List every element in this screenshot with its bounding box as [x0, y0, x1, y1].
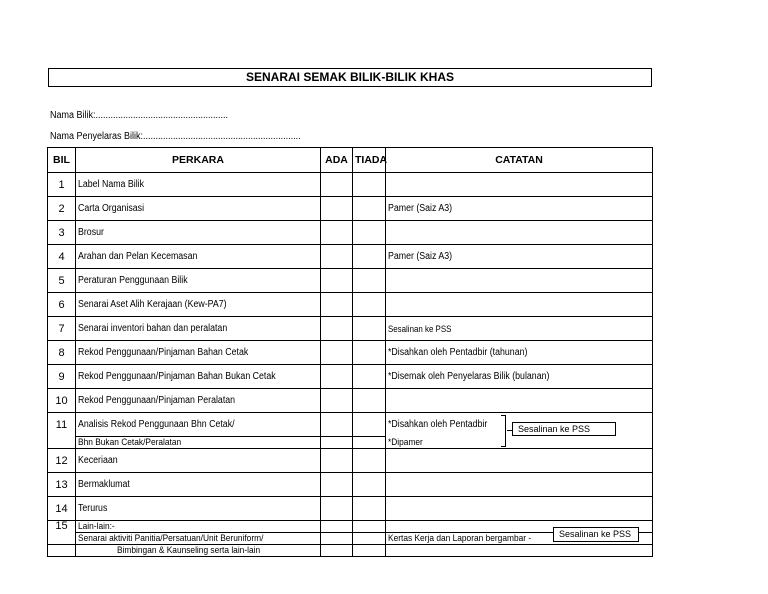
row-item: Peraturan Penggunaan Bilik — [76, 269, 321, 293]
table-row — [48, 473, 653, 497]
row-note — [386, 449, 653, 473]
ada-cell[interactable] — [321, 173, 353, 197]
row-number-continued — [48, 545, 76, 557]
row-item-continued: Bhn Bukan Cetak/Peralatan — [76, 437, 321, 449]
tiada-cell[interactable] — [353, 545, 386, 557]
row-number-continued — [48, 437, 76, 449]
row-note — [386, 173, 653, 197]
row-note: Pamer (Saiz A3) — [386, 197, 653, 221]
row-item: Lain-lain:- — [76, 521, 321, 533]
row-number: 7 — [48, 317, 76, 341]
tiada-cell[interactable] — [353, 437, 386, 449]
row-note — [386, 293, 653, 317]
ada-cell[interactable] — [321, 293, 353, 317]
row-item: Label Nama Bilik — [76, 173, 321, 197]
row-item: Analisis Rekod Penggunaan Bhn Cetak/ — [76, 413, 321, 437]
row-note — [386, 497, 653, 521]
ada-cell[interactable] — [321, 389, 353, 413]
row-item: Keceriaan — [76, 449, 321, 473]
ada-cell[interactable] — [321, 197, 353, 221]
row-item: Senarai inventori bahan dan peralatan — [76, 317, 321, 341]
table-row — [48, 221, 653, 245]
tiada-cell[interactable] — [353, 173, 386, 197]
ada-cell[interactable] — [321, 437, 353, 449]
brace-mark — [501, 415, 506, 447]
tiada-cell[interactable] — [353, 269, 386, 293]
header-catatan: CATATAN — [386, 148, 653, 173]
table-row — [48, 197, 653, 221]
row-note: Sesalinan ke PSS — [386, 317, 653, 341]
ada-cell[interactable] — [321, 497, 353, 521]
tiada-cell[interactable] — [353, 389, 386, 413]
row-number: 9 — [48, 365, 76, 389]
ada-cell[interactable] — [321, 269, 353, 293]
ada-cell[interactable] — [321, 221, 353, 245]
row-note-continued — [386, 545, 653, 557]
row-number: 3 — [48, 221, 76, 245]
ada-cell[interactable] — [321, 245, 353, 269]
header-perkara: PERKARA — [76, 148, 321, 173]
tiada-cell[interactable] — [353, 473, 386, 497]
ada-cell[interactable] — [321, 317, 353, 341]
row-number: 14 — [48, 497, 76, 521]
row-number: 15 — [48, 521, 76, 533]
table-row — [48, 449, 653, 473]
table-row — [48, 497, 653, 521]
ada-cell[interactable] — [321, 341, 353, 365]
table-row — [48, 533, 653, 545]
row-note — [386, 473, 653, 497]
ada-cell[interactable] — [321, 449, 353, 473]
header-tiada: TIADA — [353, 148, 386, 173]
table-row — [48, 341, 653, 365]
table-row — [48, 389, 653, 413]
tiada-cell[interactable] — [353, 317, 386, 341]
tiada-cell[interactable] — [353, 449, 386, 473]
checklist-table — [47, 147, 653, 557]
tiada-cell[interactable] — [353, 413, 386, 437]
tiada-cell[interactable] — [353, 341, 386, 365]
row-item-continued: Bimbingan & Kaunseling serta lain-lain — [76, 545, 321, 557]
ada-cell[interactable] — [321, 365, 353, 389]
table-row — [48, 269, 653, 293]
room-name-field: Nama Bilik:..................................................... — [50, 110, 229, 121]
row-note: Pamer (Saiz A3) — [386, 245, 653, 269]
ada-cell[interactable] — [321, 413, 353, 437]
row-item: Rekod Penggunaan/Pinjaman Bahan Bukan Cetak — [76, 365, 321, 389]
tiada-cell[interactable] — [353, 533, 386, 545]
row-number: 11 — [48, 413, 76, 437]
row-note — [386, 269, 653, 293]
row-note: *Disemak oleh Penyelaras Bilik (bulanan) — [386, 365, 653, 389]
tiada-cell[interactable] — [353, 245, 386, 269]
tiada-cell[interactable] — [353, 221, 386, 245]
tiada-cell[interactable] — [353, 365, 386, 389]
tiada-cell[interactable] — [353, 497, 386, 521]
tiada-cell[interactable] — [353, 197, 386, 221]
table-row — [48, 545, 653, 557]
row-item: Rekod Penggunaan/Pinjaman Bahan Cetak — [76, 341, 321, 365]
row-item: Bermaklumat — [76, 473, 321, 497]
row-number: 13 — [48, 473, 76, 497]
row-item: Carta Organisasi — [76, 197, 321, 221]
document-title: SENARAI SEMAK BILIK-BILIK KHAS — [48, 68, 652, 87]
row-number: 1 — [48, 173, 76, 197]
row-note-continued: Kertas Kerja dan Laporan bergambar - Sesalinan ke PSS — [386, 533, 653, 545]
row-number: 10 — [48, 389, 76, 413]
header-bil: BIL — [48, 148, 76, 173]
ada-cell[interactable] — [321, 473, 353, 497]
row-number: 5 — [48, 269, 76, 293]
ada-cell[interactable] — [321, 533, 353, 545]
row-item: Arahan dan Pelan Kecemasan — [76, 245, 321, 269]
row-note-continued: *Dipamer — [386, 437, 653, 449]
table-row — [48, 437, 653, 449]
table-row — [48, 293, 653, 317]
tiada-cell[interactable] — [353, 521, 386, 533]
side-note-box: Sesalinan ke PSS — [553, 527, 639, 542]
row-note — [386, 221, 653, 245]
row-note — [386, 389, 653, 413]
table-header-row — [48, 148, 653, 173]
row-number: 12 — [48, 449, 76, 473]
row-number: 6 — [48, 293, 76, 317]
side-note-box: Sesalinan ke PSS — [512, 422, 616, 436]
row-item: Terurus — [76, 497, 321, 521]
row-item: Senarai Aset Alih Kerajaan (Kew-PA7) — [76, 293, 321, 317]
coordinator-name-field: Nama Penyelaras Bilik:............................................................... — [50, 131, 301, 142]
header-ada: ADA — [321, 148, 353, 173]
ada-cell[interactable] — [321, 545, 353, 557]
row-note: *Disahkan oleh Pentadbir Sesalinan ke PSS — [386, 413, 653, 437]
table-row — [48, 317, 653, 341]
row-item-continued: Senarai aktiviti Panitia/Persatuan/Unit Beruniform/ — [76, 533, 321, 545]
table-row — [48, 245, 653, 269]
row-number: 4 — [48, 245, 76, 269]
row-number-continued — [48, 533, 76, 545]
tiada-cell[interactable] — [353, 293, 386, 317]
table-row — [48, 173, 653, 197]
row-number: 8 — [48, 341, 76, 365]
row-item: Rekod Penggunaan/Pinjaman Peralatan — [76, 389, 321, 413]
ada-cell[interactable] — [321, 521, 353, 533]
row-number: 2 — [48, 197, 76, 221]
table-row — [48, 365, 653, 389]
row-note: *Disahkan oleh Pentadbir (tahunan) — [386, 341, 653, 365]
row-item: Brosur — [76, 221, 321, 245]
table-row — [48, 413, 653, 437]
